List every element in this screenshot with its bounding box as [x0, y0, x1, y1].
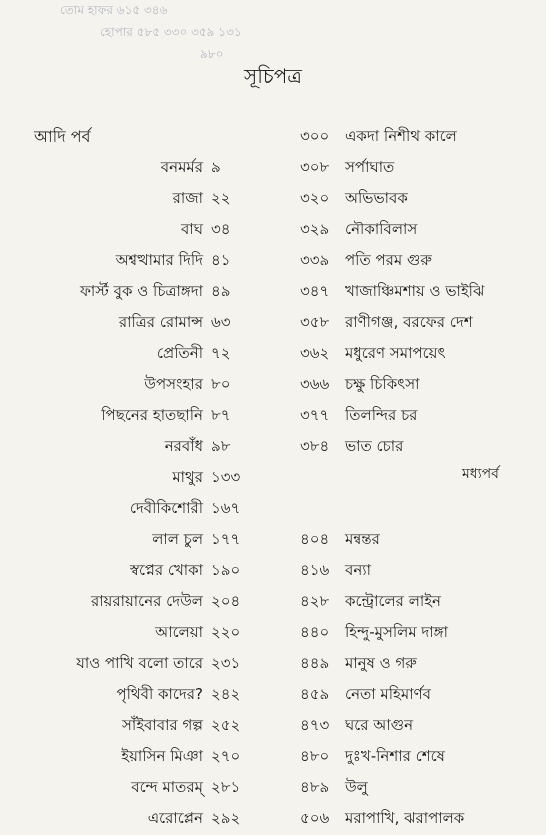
toc-entry-title: সাঁইবাবার গল্প — [121, 716, 203, 734]
toc-entry-title: অভিভাবক — [345, 189, 408, 207]
toc-row — [0, 187, 546, 215]
toc-entry-title: রাজা — [172, 189, 203, 207]
toc-row — [0, 497, 546, 525]
toc-entry-page: ৪৭৩ — [300, 716, 330, 734]
page-title: সূচিপত্র — [244, 64, 302, 88]
section-heading-adi: আদি পর্ব — [34, 127, 91, 146]
toc-entry-page: ৯ — [211, 158, 221, 176]
toc-entry-page: ৪২৮ — [300, 592, 330, 610]
toc-entry-page: ২২০ — [211, 623, 241, 641]
toc-entry-page: ১৬৭ — [211, 499, 241, 517]
toc-entry-page: ৭২ — [211, 344, 231, 362]
toc-entry-title: স্বপ্নের খোকা — [129, 561, 203, 579]
bleed-through-line-3: ৯৮০ — [200, 47, 224, 61]
toc-row — [0, 280, 546, 308]
toc-entry-title: পতি পরম গুরু — [345, 251, 432, 269]
toc-entry-title: ঘরে আগুন — [345, 716, 414, 734]
toc-entry-page: ১৩৩ — [211, 468, 241, 486]
toc-entry-page: ২৭০ — [211, 747, 241, 765]
toc-entry-page: ৩৬৬ — [300, 375, 330, 393]
toc-entry-title: মরাপাখি, ঝরাপালক — [345, 809, 465, 827]
toc-entry-title: অশ্বত্থামার দিদি — [115, 251, 203, 269]
toc-entry-title: মাথুর — [172, 468, 203, 486]
toc-entry-title: দেবীকিশোরী — [129, 499, 203, 517]
toc-entry-page: ৩২০ — [300, 189, 330, 207]
toc-entry-page: ২৪২ — [211, 685, 241, 703]
toc-entry-page: ৪৪৯ — [300, 654, 330, 672]
toc-entry-page: ৮৭ — [211, 406, 231, 424]
toc-row — [0, 218, 546, 246]
toc-entry-title: যাও পাখি বলো তারে — [76, 654, 203, 672]
toc-entry-page: ৩৩৯ — [300, 251, 330, 269]
toc-entry-title: একদা নিশীথ কালে — [345, 127, 457, 145]
section-heading-madhya: মধ্যপর্ব — [462, 466, 499, 482]
toc-entry-page: ৪৮৯ — [300, 778, 330, 796]
toc-entry-title: ইয়াসিন মিঞা — [121, 747, 203, 765]
toc-entry-page: ৩৭৭ — [300, 406, 330, 424]
toc-entry-title: মধুরেণ সমাপয়েৎ — [345, 344, 446, 362]
toc-entry-page: ৩৫৮ — [300, 313, 330, 331]
toc-row — [0, 156, 546, 184]
toc-entry-title: হিন্দু-মুসলিম দাঙ্গা — [345, 623, 448, 641]
toc-entry-title: বন্যা — [345, 561, 372, 579]
toc-row — [0, 528, 546, 556]
toc-entry-page: ৫০৬ — [300, 809, 330, 827]
toc-entry-title: নেতা মহিমার্ণব — [345, 685, 432, 703]
toc-entry-page: ২৯২ — [211, 809, 241, 827]
toc-entry-page: ৩৪ — [211, 220, 231, 238]
toc-entry-title: রাণীগঞ্জ, বরফের দেশ — [345, 313, 473, 331]
toc-row — [0, 466, 546, 494]
toc-row — [0, 373, 546, 401]
toc-entry-page: ২২ — [211, 189, 231, 207]
toc-row — [0, 125, 546, 153]
toc-entry-page: ২৩১ — [211, 654, 241, 672]
toc-entry-page: ৪৯ — [211, 282, 231, 300]
toc-entry-page: ২০৪ — [211, 592, 241, 610]
toc-row — [0, 652, 546, 680]
toc-entry-page: ২৮১ — [211, 778, 241, 796]
toc-entry-page: ৯৮ — [211, 437, 231, 455]
toc-entry-page: ৮০ — [211, 375, 231, 393]
toc-entry-title: ফার্স্ট বুক ও চিত্রাঙ্গদা — [79, 282, 203, 300]
toc-row — [0, 683, 546, 711]
toc-entry-title: তিলন্দির চর — [345, 406, 418, 424]
toc-row — [0, 559, 546, 587]
toc-entry-title: ভাত চোর — [345, 437, 404, 455]
toc-entry-title: এরোপ্লেন — [147, 809, 203, 827]
toc-entry-title: উপসংহার — [144, 375, 203, 393]
toc-entry-title: পৃথিবী কাদের? — [116, 685, 203, 703]
toc-row — [0, 590, 546, 618]
toc-entry-page: ৩৬২ — [300, 344, 330, 362]
toc-entry-title: দুঃখ-নিশার শেষে — [345, 747, 445, 765]
toc-entry-title: রাত্রির রোমান্স — [118, 313, 203, 331]
toc-entry-page: ২৫২ — [211, 716, 241, 734]
toc-entry-title: খাজাঞ্চিমশায় ও ভাইঝি — [345, 282, 485, 300]
toc-entry-page: ৩০০ — [300, 127, 330, 145]
toc-entry-page: ১৭৭ — [211, 530, 241, 548]
toc-entry-title: সর্পাঘাত — [345, 158, 395, 176]
toc-entry-title: বনমর্মর — [160, 158, 203, 176]
toc-entry-page: ৪৪০ — [300, 623, 330, 641]
bleed-through-line-1: তোম হাফর ৬১৫ ৩৪৬ — [60, 3, 168, 17]
toc-entry-title: প্রেতিনী — [156, 344, 203, 362]
toc-row — [0, 311, 546, 339]
toc-entry-page: ৩৪৭ — [300, 282, 330, 300]
toc-entry-title: মন্বন্তর — [345, 530, 380, 548]
toc-entry-page: ৩০৮ — [300, 158, 330, 176]
bleed-through-line-2: হোপার ৫৮৫ ৩৩০ ৩৫৯ ১৩১ — [100, 25, 242, 39]
toc-entry-title: আলেয়া — [155, 623, 203, 641]
toc-entry-page: ৪১৬ — [300, 561, 330, 579]
toc-row — [0, 435, 546, 463]
toc-entry-page: ৩৮৪ — [300, 437, 330, 455]
toc-row — [0, 807, 546, 835]
toc-row — [0, 714, 546, 742]
toc-entry-title: বাঘ — [181, 220, 203, 238]
toc-entry-title: কন্ট্রোলের লাইন — [345, 592, 441, 610]
toc-entry-title: বন্দে মাতরম্‌ — [131, 778, 203, 796]
toc-entry-title: রায়রায়ানের দেউল — [90, 592, 203, 610]
toc-entry-page: ১৯০ — [211, 561, 241, 579]
toc-row — [0, 621, 546, 649]
toc-entry-title: উলু — [345, 778, 368, 796]
toc-entry-title: লাল চুল — [152, 530, 203, 548]
toc-entry-page: ৪৫৯ — [300, 685, 330, 703]
toc-entry-title: পিছনের হাতছানি — [101, 406, 203, 424]
toc-entry-page: ৩২৯ — [300, 220, 330, 238]
toc-row — [0, 404, 546, 432]
toc-entry-title: নৌকাবিলাস — [345, 220, 418, 238]
toc-entry-title: নরবাঁধ — [164, 437, 203, 455]
toc-row — [0, 249, 546, 277]
toc-entry-page: ৪০৪ — [300, 530, 330, 548]
toc-entry-page: ৪৮০ — [300, 747, 330, 765]
toc-entry-page: ৬৩ — [211, 313, 231, 331]
toc-entry-page: ৪১ — [211, 251, 231, 269]
toc-entry-title: মানুষ ও গরু — [345, 654, 417, 672]
toc-row — [0, 342, 546, 370]
toc-entry-title: চক্ষু চিকিৎসা — [345, 375, 420, 393]
toc-row — [0, 745, 546, 773]
